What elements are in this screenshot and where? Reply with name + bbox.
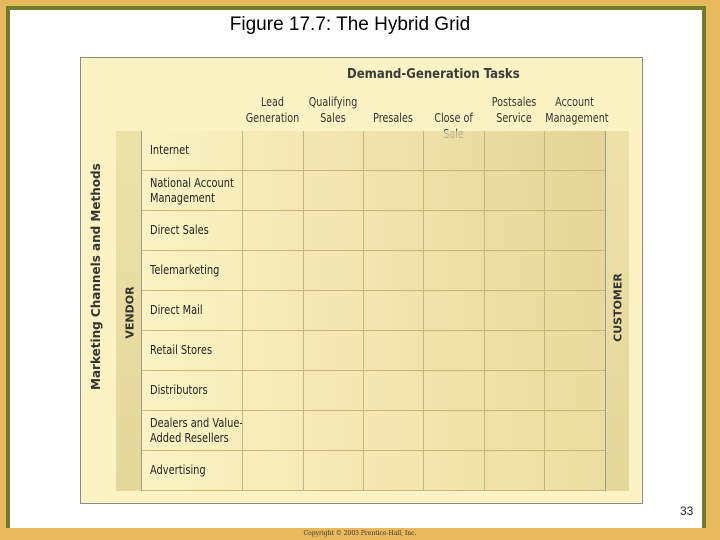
grid-cell bbox=[363, 331, 423, 370]
demand-generation-tasks-header: Demand-Generation Tasks bbox=[347, 67, 520, 82]
grid-cell bbox=[544, 251, 605, 290]
column-header-line1 bbox=[424, 94, 482, 110]
row-label-line: Management bbox=[150, 191, 215, 205]
grid-cell bbox=[544, 211, 605, 250]
grid-cell bbox=[484, 291, 544, 330]
row-label bbox=[150, 416, 243, 446]
grid-cell bbox=[303, 291, 363, 330]
grid-cell bbox=[363, 171, 423, 210]
grid-cell bbox=[363, 451, 423, 490]
row-label-line: Direct Mail bbox=[150, 303, 203, 317]
column-header bbox=[364, 94, 422, 126]
grid-cell bbox=[484, 451, 544, 490]
grid-cell bbox=[423, 411, 484, 450]
grid-cell bbox=[423, 291, 484, 330]
grid-row bbox=[142, 411, 605, 451]
row-label-line: Telemarketing bbox=[150, 263, 220, 277]
grid-cell bbox=[544, 411, 605, 450]
grid-cell bbox=[303, 371, 363, 410]
grid-cell bbox=[303, 251, 363, 290]
column-header bbox=[243, 94, 301, 126]
slide-title: Figure 17.7: The Hybrid Grid bbox=[229, 14, 471, 35]
grid-cell bbox=[303, 331, 363, 370]
grid-row bbox=[142, 251, 605, 291]
grid-cell bbox=[544, 171, 605, 210]
grid-cell bbox=[242, 291, 303, 330]
column-header-line2: Management bbox=[545, 111, 609, 125]
grid-cell bbox=[423, 171, 484, 210]
grid-cell bbox=[484, 331, 544, 370]
grid-cell bbox=[423, 211, 484, 250]
column-header-line1: Postsales bbox=[491, 95, 537, 109]
grid-row bbox=[142, 211, 605, 251]
grid-cell bbox=[544, 291, 605, 330]
grid-cell bbox=[242, 331, 303, 370]
row-label bbox=[150, 263, 219, 278]
grid-cell bbox=[423, 371, 484, 410]
grid-cell bbox=[363, 251, 423, 290]
grid-cell bbox=[484, 251, 544, 290]
column-header-line1 bbox=[364, 94, 422, 110]
vendor-label: VENDOR bbox=[123, 286, 137, 339]
grid-cell bbox=[242, 251, 303, 290]
row-label bbox=[150, 303, 203, 318]
grid-row bbox=[142, 131, 605, 171]
column-header bbox=[304, 94, 362, 126]
grid-row bbox=[142, 331, 605, 371]
grid-cell bbox=[242, 371, 303, 410]
grid-cell bbox=[363, 131, 423, 170]
grid-cell bbox=[484, 171, 544, 210]
grid-cell bbox=[484, 411, 544, 450]
grid-cell bbox=[544, 331, 605, 370]
grid-cell bbox=[303, 131, 363, 170]
grid-cell bbox=[484, 371, 544, 410]
row-label bbox=[150, 143, 189, 158]
grid-row bbox=[142, 371, 605, 411]
row-label-line: Advertising bbox=[150, 463, 206, 477]
grid-cell bbox=[363, 411, 423, 450]
grid-cell bbox=[242, 451, 303, 490]
row-label-line: National Account bbox=[150, 176, 234, 190]
grid-cell bbox=[544, 371, 605, 410]
row-label bbox=[150, 463, 206, 478]
grid-row bbox=[142, 451, 605, 491]
column-header bbox=[545, 94, 609, 126]
column-header-line1: Lead bbox=[260, 95, 285, 109]
grid-cell bbox=[423, 251, 484, 290]
column-header-line1: Account bbox=[555, 95, 594, 109]
row-label-line: Distributors bbox=[150, 383, 208, 397]
grid-row bbox=[142, 291, 605, 331]
row-label bbox=[150, 176, 234, 206]
column-header-line2: Generation bbox=[245, 111, 300, 125]
grid-cell bbox=[242, 171, 303, 210]
grid-cell bbox=[363, 291, 423, 330]
copyright-notice: Copyright © 2003 Prentice-Hall, Inc. bbox=[303, 530, 417, 537]
row-label-line: Direct Sales bbox=[150, 223, 209, 237]
row-label bbox=[150, 223, 209, 238]
column-header-line2: Sales bbox=[320, 111, 346, 125]
grid-cell bbox=[303, 171, 363, 210]
page-number: 33 bbox=[680, 504, 694, 518]
grid-cell bbox=[423, 131, 484, 170]
column-header-line2: Service bbox=[496, 111, 532, 125]
vendor-column bbox=[116, 131, 142, 491]
grid-cell bbox=[484, 131, 544, 170]
grid-cell bbox=[242, 411, 303, 450]
grid-row bbox=[142, 171, 605, 211]
column-header-line2: Close of bbox=[434, 111, 473, 125]
grid-cell bbox=[544, 131, 605, 170]
row-label-line: Added Resellers bbox=[150, 431, 229, 445]
grid-cell bbox=[363, 211, 423, 250]
customer-column bbox=[605, 131, 629, 491]
customer-label: CUSTOMER bbox=[611, 273, 625, 342]
row-label bbox=[150, 383, 208, 398]
row-label bbox=[150, 343, 212, 358]
grid-cell bbox=[423, 331, 484, 370]
row-label-line: Dealers and Value- bbox=[150, 416, 243, 430]
grid-cell bbox=[303, 411, 363, 450]
row-label-line: Internet bbox=[150, 143, 190, 157]
grid-cell bbox=[242, 131, 303, 170]
row-label-line: Retail Stores bbox=[150, 343, 213, 357]
grid-cell bbox=[363, 371, 423, 410]
grid-cell bbox=[303, 211, 363, 250]
column-header-line1: Qualifying bbox=[308, 95, 358, 109]
grid-cell bbox=[242, 211, 303, 250]
column-header-line2: Presales bbox=[373, 111, 413, 125]
column-header bbox=[485, 94, 543, 126]
grid-cell bbox=[544, 451, 605, 490]
marketing-channels-axis-label: Marketing Channels and Methods bbox=[89, 163, 103, 390]
grid-cell bbox=[303, 451, 363, 490]
grid-cell bbox=[423, 451, 484, 490]
grid-cell bbox=[484, 211, 544, 250]
